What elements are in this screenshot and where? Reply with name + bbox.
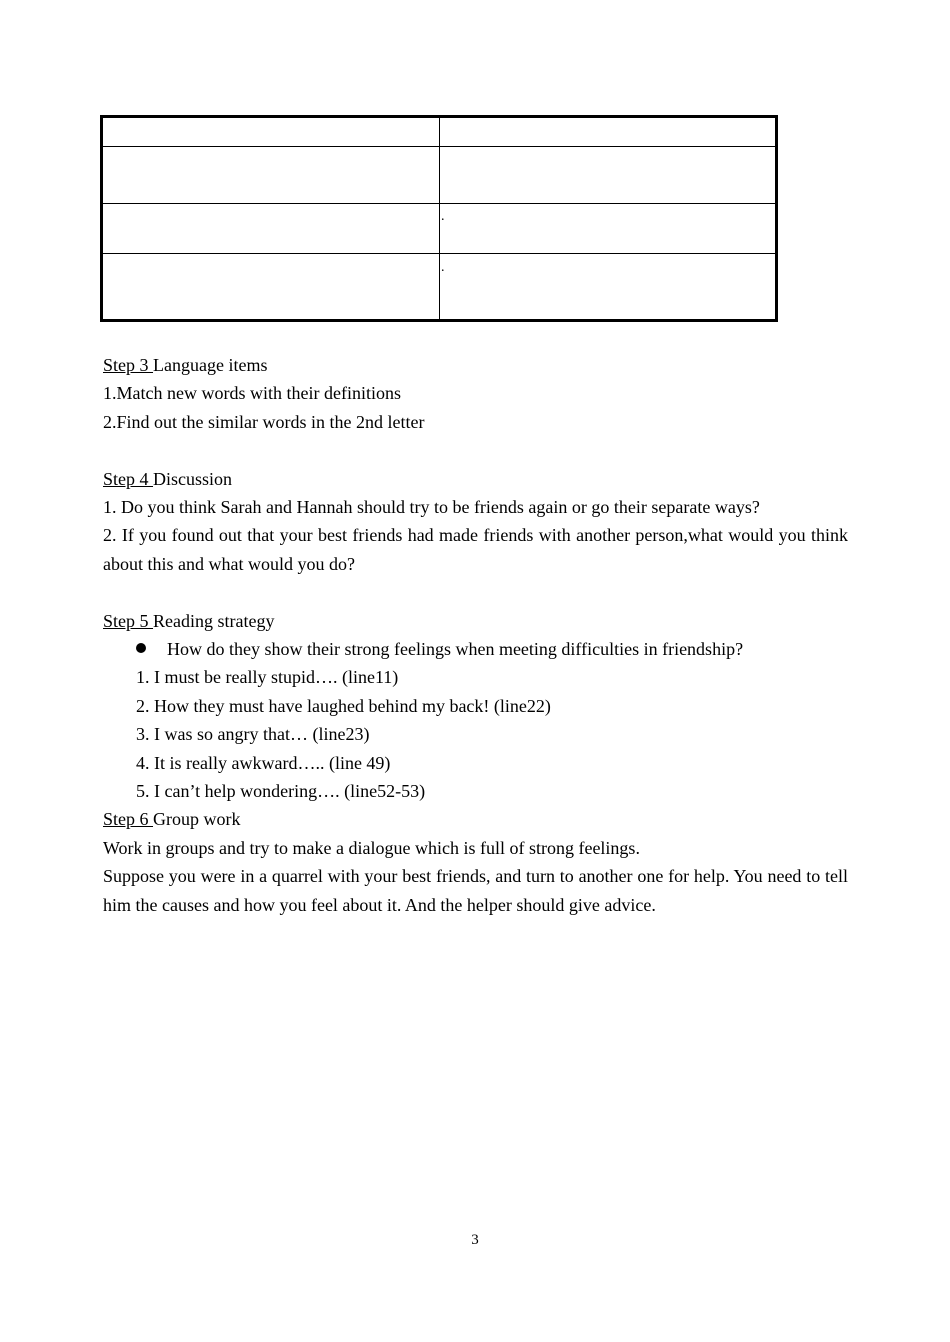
step4-question: 2. If you found out that your best friends had made friends with another person,what would you think about this and what would you do?: [103, 525, 848, 574]
step5-example: 2. How they must have laughed behind my back! (line22): [136, 695, 551, 716]
step3-heading: [103, 351, 848, 379]
bullet-icon: [136, 643, 146, 653]
step5-example: 5. I can’t help wondering…. (line52-53): [136, 781, 426, 802]
step5-example: 3. I was so angry that… (line23): [136, 724, 370, 745]
page-number: 3: [471, 1232, 479, 1248]
step5-bullet-text: How do they show their strong feelings when meeting difficulties in friendship?: [167, 639, 744, 660]
blank-table: [100, 115, 778, 322]
table-cell-dot: .: [441, 209, 445, 224]
table-row-divider: [103, 203, 775, 204]
step6-paragraph: Suppose you were in a quarrel with your best friends, and turn to another one for help. You need to tell him the causes and how you feel about it. And the helper should give advice.: [103, 866, 848, 915]
table-row-divider: [103, 146, 775, 147]
step6-paragraph: Work in groups and try to make a dialogue which is full of strong feelings.: [103, 837, 640, 858]
step5-example: 4. It is really awkward….. (line 49): [136, 752, 391, 773]
step5-example: 1. I must be really stupid…. (line11): [136, 667, 399, 688]
step5-bullet-item: [103, 635, 848, 663]
step4-label: Step 4: [103, 468, 154, 489]
step6-label: Step 6: [103, 809, 154, 830]
table-column-divider: [439, 118, 440, 319]
step4-title: Discussion: [153, 468, 233, 489]
table-cell-dot: .: [441, 260, 445, 275]
step6-title: Group work: [153, 809, 241, 830]
step5-heading: [103, 607, 848, 635]
step3-label: Step 3: [103, 355, 154, 375]
step4-question: 1. Do you think Sarah and Hannah should try to be friends again or go their separate ways?: [103, 497, 760, 518]
step3-title: Language items: [153, 355, 268, 375]
document-body: [103, 351, 848, 919]
step3-item: 1.Match new words with their definitions: [103, 383, 401, 404]
step5-title: Reading strategy: [153, 610, 275, 631]
step6-heading: [103, 805, 848, 833]
step4-heading: [103, 465, 848, 493]
table-row-divider: [103, 253, 775, 254]
step3-item: 2.Find out the similar words in the 2nd letter: [103, 411, 425, 432]
step5-label: Step 5: [103, 610, 154, 631]
